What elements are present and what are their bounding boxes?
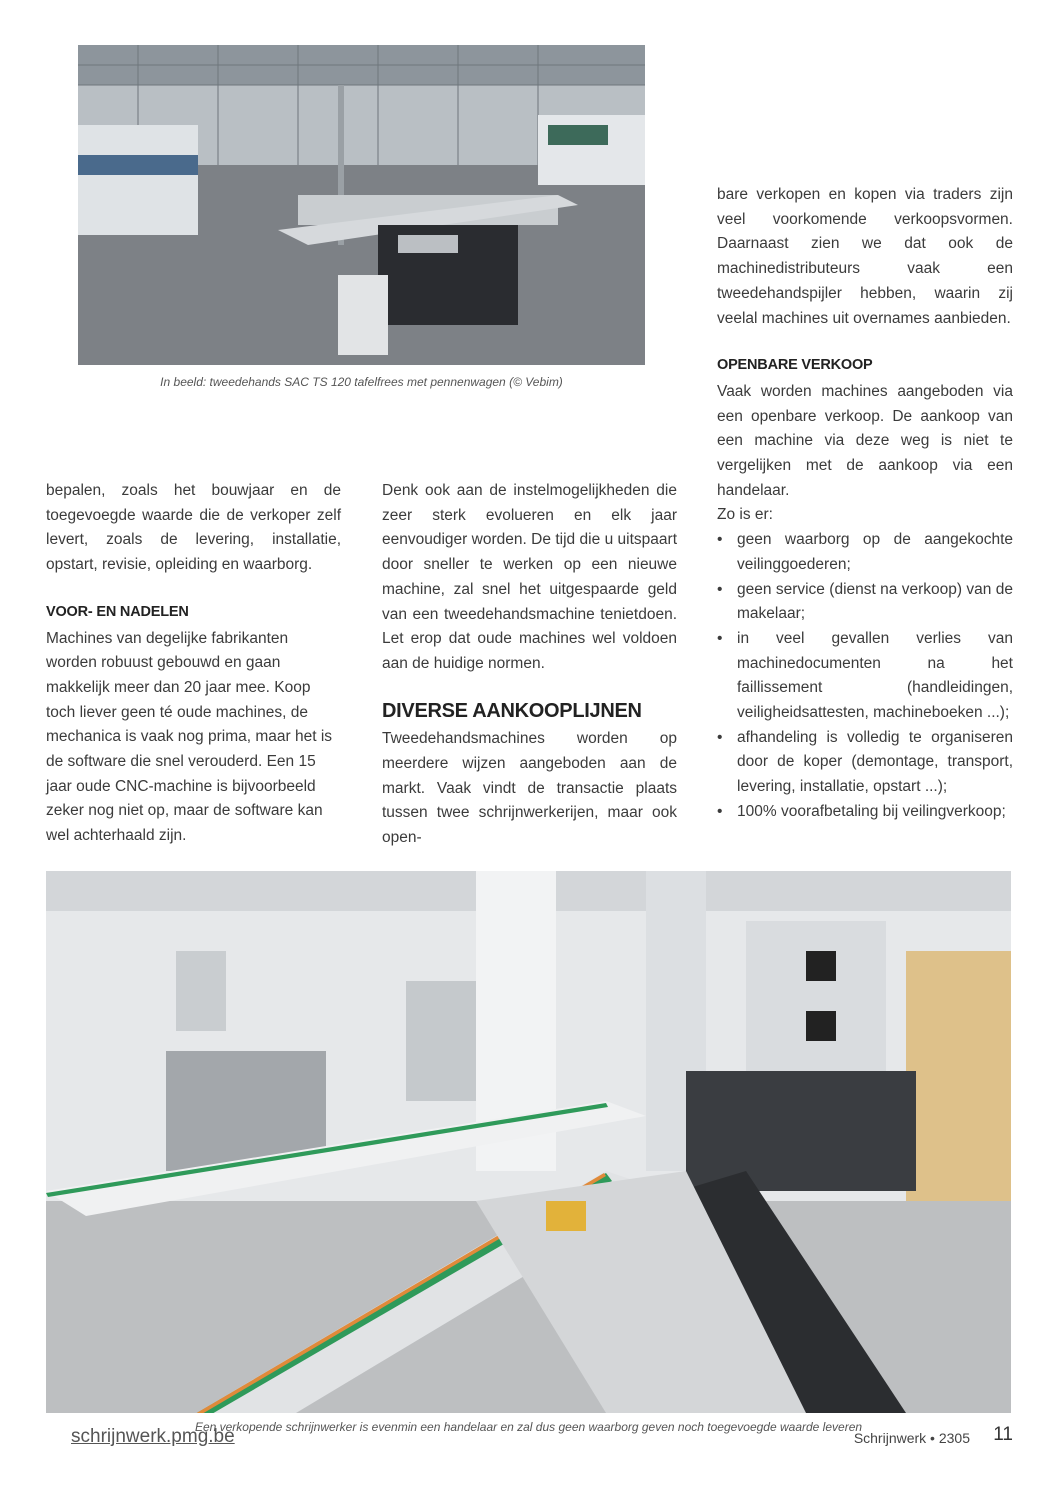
list-item: • afhandeling is volledig te organiseren door de koper (demontage, transport, levering, installatie, opstart ...);	[717, 726, 1013, 800]
column-2	[382, 479, 677, 851]
column-3	[717, 183, 1013, 825]
top-photo-caption: In beeld: tweedehands SAC TS 120 tafelfrees met pennenwagen (© Vebim)	[160, 375, 563, 389]
list-item: • in veel gevallen verlies van machinedocumenten na het faillissement (handleidingen, veiligheidsattesten, machineboeken ...);	[717, 627, 1013, 726]
col3-bullet-list	[717, 528, 1013, 824]
top-photo	[78, 45, 645, 365]
website-link[interactable]: schrijnwerk.pmg.be	[71, 1426, 235, 1447]
col1-paragraph-1: bepalen, zoals het bouwjaar en de toegevoegde waarde die de verkoper zelf levert, zoals de levering, installatie, opstart, revisie, opleiding en waarborg.	[46, 482, 341, 574]
col2-paragraph-2: Tweedehandsmachines worden op meerdere wijzen aangeboden aan de markt. Vaak vindt de transactie plaats tussen twee schrijnwerkerijen, maar ook open-	[382, 730, 677, 847]
column-1	[46, 479, 341, 849]
col1-heading: VOOR- EN NADELEN	[46, 603, 189, 620]
list-item: • 100% voorafbetaling bij veilingverkoop;	[717, 800, 1013, 825]
page-number: 11	[993, 1424, 1013, 1445]
col3-heading: OPENBARE VERKOOP	[717, 357, 873, 374]
list-item: • geen service (dienst na verkoop) van de makelaar;	[717, 578, 1013, 627]
col3-paragraph-3: Zo is er:	[717, 506, 773, 524]
col3-paragraph-2: Vaak worden machines aangeboden via een openbare verkoop. De aankoop van een machine via deze weg is niet te vergelijken met de aankoop via een handelaar.	[717, 382, 1013, 499]
col1-paragraph-2: Machines van degelijke fabrikanten worden robuust gebouwd en gaan makkelijk meer dan 20 jaar mee. Koop toch liever geen té oude machines, de mechanica is vaak nog prima, maar het is de software die snel verouderd. Een 15 jaar oude CNC-machine is bijvoorbeeld zeker nog niet op, maar de software kan wel achterhaald zijn.	[46, 629, 333, 845]
col2-paragraph-1: Denk ook aan de instelmogelijkheden die zeer sterk evolueren en elk jaar eenvoudiger worden. De tijd die u uitspaart door sneller te werken op een nieuwe machine, zal snel het uitgespaarde geld van een tweedehandsmachine tenietdoen. Let erop dat oude machines wel voldoen aan de huidige normen.	[382, 482, 677, 672]
production-line-photo-icon	[46, 871, 1011, 1413]
woodworking-machine-photo-icon	[78, 45, 645, 365]
magazine-issue: Schrijnwerk • 2305	[853, 1430, 970, 1446]
bottom-photo-caption: Een verkopende schrijnwerker is evenmin een handelaar en zal dus geen waarborg geven noch toegevoegde waarde leveren	[194, 1420, 863, 1434]
col3-paragraph-1: bare verkopen en kopen via traders zijn veel voorkomende verkoopsvormen. Daarnaast zien we dat ook de machinedistributeurs vaak een tweedehandspijler hebben, waarin zij veelal machines uit overnames aanbieden.	[717, 186, 1013, 327]
col2-heading: DIVERSE AANKOOPLIJNEN	[382, 699, 642, 722]
list-item: • geen waarborg op de aangekochte veilinggoederen;	[717, 528, 1013, 577]
bottom-photo	[46, 871, 1011, 1413]
